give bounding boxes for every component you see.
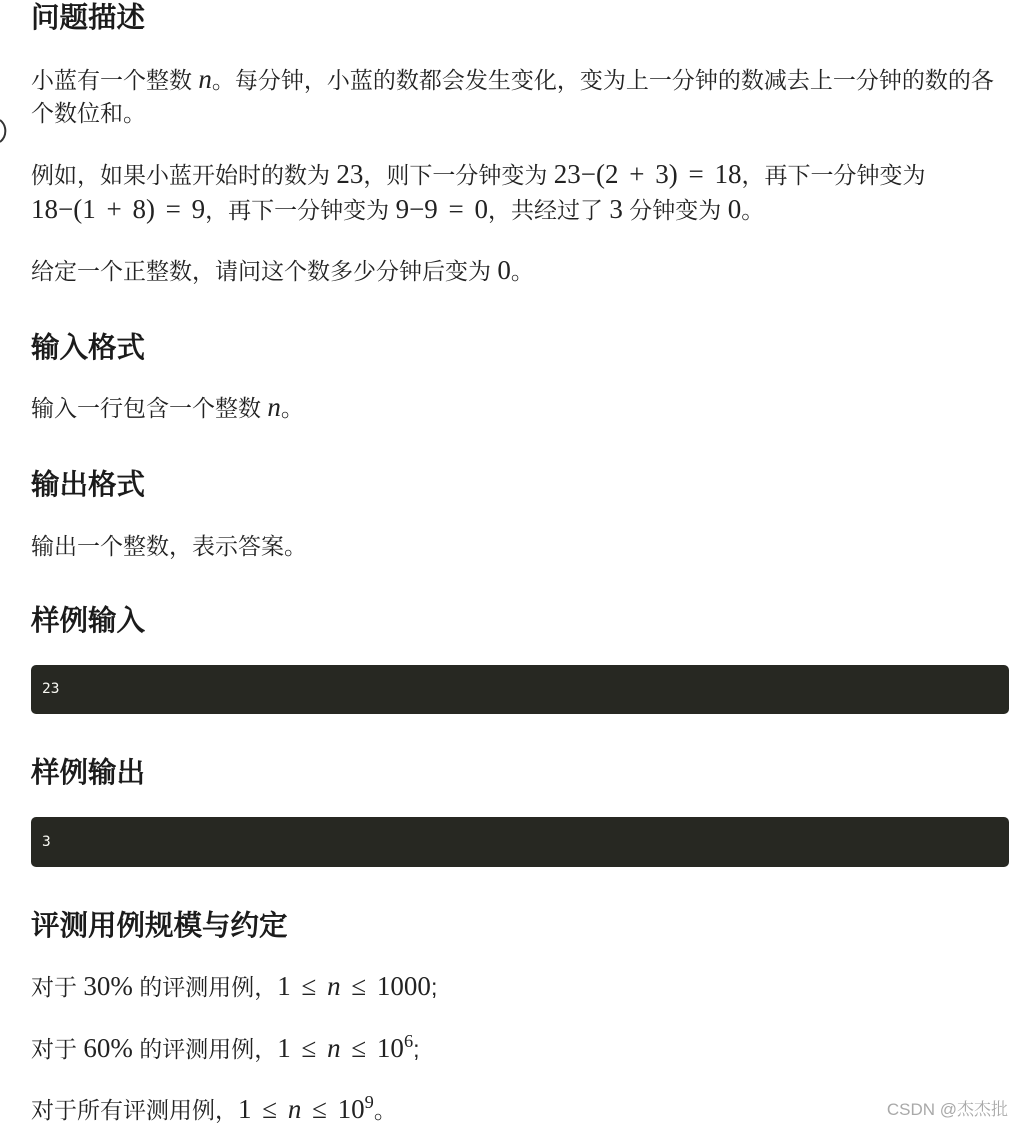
text-segment: ; [413, 1036, 420, 1062]
variable-n: n [287, 1094, 302, 1124]
sample-input-code: 23 [42, 681, 60, 697]
text-segment: ; [430, 974, 438, 1000]
math-part: 1 ≤ [277, 971, 328, 1001]
math-expression: 23−(2 + 3) = 18 [553, 159, 742, 189]
edge-circle-button[interactable] [0, 119, 7, 143]
text-segment: 输入一行包含一个整数 [31, 395, 268, 421]
description-paragraph-2 [31, 158, 1003, 228]
text-segment: 对于 [31, 974, 84, 1000]
math-variable [198, 64, 212, 94]
text-segment: 例如，如果小蓝开始时的数为 [31, 162, 337, 188]
math-part: 1 ≤ [277, 1033, 328, 1063]
heading-sample-input: 样例输入 [31, 605, 146, 637]
math-variable [267, 392, 281, 422]
text-segment: 对于 [31, 1036, 84, 1062]
text-segment: 。每分钟，小蓝的数都会发生变化，变为上一分钟的数减去上一分钟的数的各个数位和。 [31, 67, 994, 126]
math-inequality [238, 1091, 374, 1124]
math-expression: 9−9 = 0 [395, 194, 489, 224]
description-paragraph-1 [31, 64, 1003, 130]
math-inequality [277, 971, 431, 1001]
text-segment: 给定一个正整数，请问这个数多少分钟后变为 [31, 258, 498, 284]
math-percentage: 60% [83, 1033, 133, 1063]
math-part: ≤ 10 [301, 1094, 365, 1124]
math-percentage: 30% [83, 971, 133, 1001]
math-expression: 0 [727, 194, 742, 224]
text-segment: 。 [280, 395, 304, 421]
heading-input-format: 输入格式 [31, 332, 146, 364]
math-inequality [277, 1030, 414, 1063]
output-format-text: 输出一个整数，表示答案。 [31, 533, 307, 559]
math-exponent: 6 [403, 1030, 414, 1051]
text-segment: ，再下一分钟变为 [741, 162, 926, 188]
math-part: 1 ≤ [238, 1094, 288, 1124]
math-part: ≤ 10 [340, 1033, 404, 1063]
math-expression: 0 [497, 255, 511, 285]
constraint-line-3 [31, 1091, 1003, 1127]
text-segment: 的评测用例， [132, 1036, 278, 1062]
text-segment: ，再下一分钟变为 [205, 197, 396, 223]
variable-n: n [267, 392, 281, 422]
description-paragraph-3 [31, 255, 1003, 288]
math-expression: 23 [336, 159, 364, 189]
math-exponent: 9 [364, 1091, 374, 1112]
variable-n: n [327, 971, 341, 1001]
edge-circle-outline [0, 120, 5, 142]
heading-constraints: 评测用例规模与约定 [31, 910, 288, 942]
constraint-line-1 [31, 971, 1003, 1004]
text-segment: ，则下一分钟变为 [363, 162, 554, 188]
text-segment: 。 [510, 258, 534, 284]
text-segment: 分钟变为 [622, 197, 728, 223]
math-part: ≤ 1000 [340, 971, 431, 1001]
sample-output-code: 3 [42, 834, 51, 850]
constraint-line-2 [31, 1030, 1003, 1066]
text-segment: 小蓝有一个整数 [31, 67, 199, 93]
text-segment: 。 [373, 1097, 397, 1123]
variable-n: n [198, 64, 212, 94]
math-expression: 18−(1 + 8) = 9 [31, 194, 206, 224]
text-segment: ，共经过了 [488, 197, 610, 223]
input-format-text [31, 392, 1003, 425]
text-segment: 对于所有评测用例， [31, 1097, 238, 1123]
text-segment: 的评测用例， [132, 974, 278, 1000]
sample-input-code-block [31, 665, 1009, 714]
math-expression: 3 [609, 194, 623, 224]
heading-problem-description: 问题描述 [31, 2, 146, 34]
csdn-watermark: CSDN @杰杰批 [886, 1100, 1008, 1119]
variable-n: n [327, 1033, 341, 1063]
sample-output-code-block [31, 817, 1009, 867]
heading-output-format: 输出格式 [31, 469, 146, 501]
text-segment: 。 [741, 197, 765, 223]
heading-sample-output: 样例输出 [31, 757, 146, 789]
